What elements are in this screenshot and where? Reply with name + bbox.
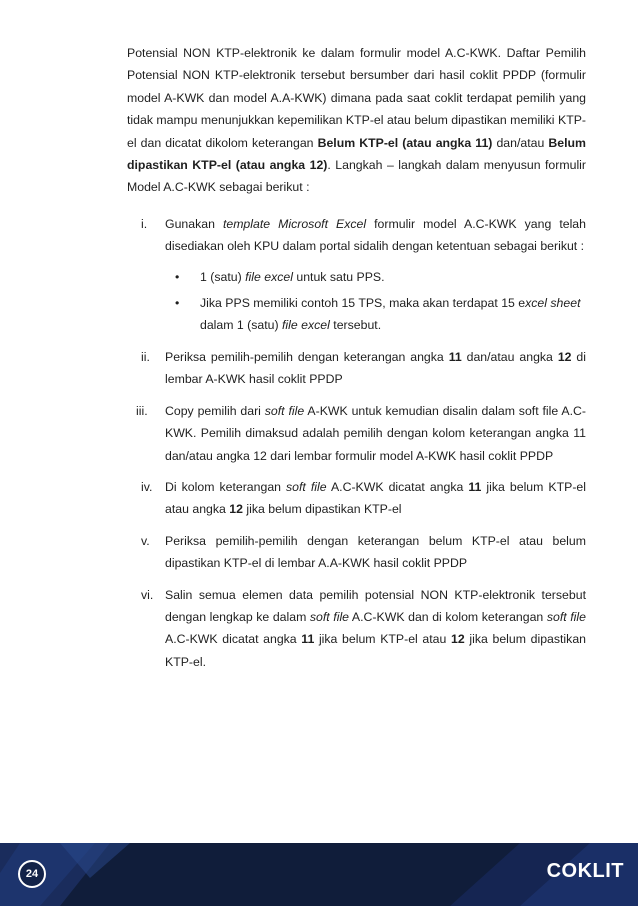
intro-paragraph xyxy=(127,42,586,199)
step-number: iv. xyxy=(141,479,153,494)
text-run: tersebut. xyxy=(329,318,382,333)
text-run: Potensial NON KTP-elektronik ke dalam formulir model A.C-KWK. Daftar Pemilih Potensial NON KTP-elektronik tersebut bersumber dari hasil coklit PPDP (formulir model A-KWK dan model A.A-KWK) dimana pada saat coklit terdapat pemilih yang tidak mampu menunjukkan kepemilikan KTP-el atau belum dipastikan memiliki KTP-el dan dicatat dikolom keterangan xyxy=(127,46,586,150)
step-item xyxy=(127,476,586,521)
step-item xyxy=(127,584,586,674)
text-run: Periksa pemilih-pemilih dengan keterangan angka xyxy=(165,349,449,364)
text-run: Jika PPS memiliki contoh 15 TPS, maka akan terdapat 15 e xyxy=(200,296,526,311)
text-run: Periksa pemilih-pemilih dengan keterangan belum KTP-el atau belum dipastikan KTP-el di lembar A.A-KWK hasil coklit PPDP xyxy=(165,533,586,571)
text-run: Belum dipastikan KTP-el (atau angka 12) xyxy=(127,135,586,173)
text-run: Gunakan xyxy=(165,216,223,231)
text-run: jika belum KTP-el atau xyxy=(314,632,452,647)
step-item xyxy=(127,530,586,575)
brand-label: COKLIT xyxy=(546,860,624,882)
text-run: jika belum dipastikan KTP-el. xyxy=(165,632,586,669)
text-run: 12 xyxy=(557,349,572,364)
bullet-item xyxy=(165,292,586,337)
footer-bar xyxy=(0,843,638,906)
steps-list xyxy=(127,213,586,673)
step-number: v. xyxy=(141,533,150,548)
step-number: ii. xyxy=(141,349,150,364)
step-item xyxy=(127,213,586,337)
text-run: untuk satu PPS. xyxy=(292,269,385,284)
text-run: Copy pemilih dari xyxy=(165,403,265,418)
step-text xyxy=(165,217,586,253)
text-run: file excel xyxy=(282,318,330,333)
text-run: 11 xyxy=(301,632,315,647)
text-run: dalam 1 (satu) xyxy=(200,318,283,333)
text-run: di lembar A-KWK hasil coklit PPDP xyxy=(165,349,587,387)
text-run: 1 (satu) xyxy=(200,269,246,284)
text-run: . Langkah – langkah dalam menyusun formulir Model A.C-KWK sebagai berikut : xyxy=(127,158,587,195)
text-run: soft file xyxy=(264,403,305,418)
footer-decoration xyxy=(0,843,638,906)
text-run: A-KWK untuk kemudian disalin dalam soft file A.C-KWK. Pemilih dimaksud adalah pemilih dengan kolom keterangan angka 11 dan/atau angka 12 dari lembar formulir model A-KWK hasil coklit PPDP xyxy=(165,403,586,463)
text-run: Salin semua elemen data pemilih potensial NON KTP-elektronik tersebut dengan lengkap ke dalam xyxy=(165,587,586,624)
text-run: jika belum KTP-el atau angka xyxy=(165,479,586,517)
text-run: template Microsoft Excel xyxy=(222,216,367,231)
text-run: A.C-KWK dicatat angka xyxy=(326,479,469,494)
text-run: A.C-KWK dicatat angka xyxy=(165,632,302,647)
text-run: formulir model A.C-KWK yang telah disediakan oleh KPU dalam portal sidalih dengan ketentuan sebagai berikut : xyxy=(165,216,586,254)
bullet-icon: • xyxy=(175,269,180,284)
text-run: Di kolom keterangan xyxy=(165,479,287,494)
text-run: A.C-KWK dan di kolom keterangan xyxy=(349,609,547,624)
text-run: file excel xyxy=(245,269,293,284)
text-run: dan/atau angka xyxy=(461,349,558,364)
text-run: 12 xyxy=(229,502,243,517)
step-text xyxy=(165,534,586,570)
text-run: 11 xyxy=(448,349,462,364)
step-text xyxy=(165,404,586,463)
step-item xyxy=(127,400,586,467)
step-number: iii. xyxy=(136,403,148,418)
step-text xyxy=(165,480,586,516)
step-text xyxy=(165,350,586,386)
page-body xyxy=(127,42,586,682)
text-run: xcel sheet xyxy=(525,296,581,311)
text-run: jika belum dipastikan KTP-el xyxy=(242,502,402,517)
page-number-badge: 24 xyxy=(18,860,46,888)
step-text xyxy=(165,588,586,669)
text-run: 11 xyxy=(468,479,482,494)
step-number: vi. xyxy=(141,587,154,602)
bullet-list xyxy=(165,266,586,337)
text-run: Belum KTP-el (atau angka 11) xyxy=(317,135,493,150)
bullet-icon: • xyxy=(175,296,180,311)
step-item xyxy=(127,346,586,391)
step-number: i. xyxy=(141,216,148,231)
text-run: dan/atau xyxy=(492,135,549,150)
text-run: soft file xyxy=(309,609,350,624)
text-run: soft file xyxy=(286,479,327,494)
bullet-item xyxy=(165,266,586,288)
text-run: soft file xyxy=(546,609,586,624)
text-run: 12 xyxy=(451,632,465,647)
